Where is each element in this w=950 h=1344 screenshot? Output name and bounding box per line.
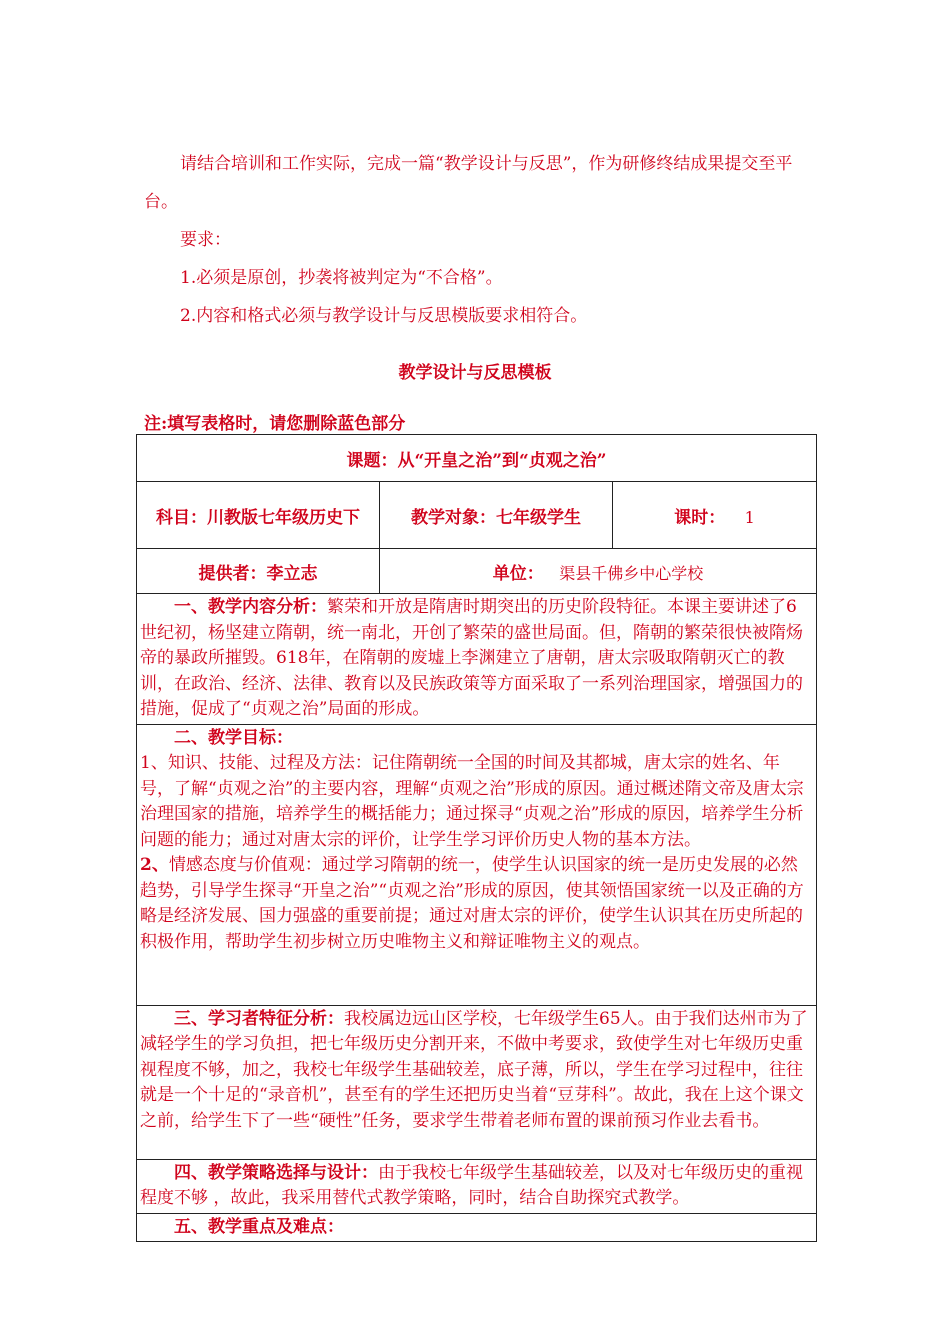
provider-cell: 提供者：李立志 <box>137 549 380 594</box>
requirement-1: 1.必须是原创，抄袭将被判定为“不合格”。 <box>180 268 503 288</box>
content-analysis-row <box>137 594 817 725</box>
key-points-heading: 五、教学重点及难点： <box>174 1216 344 1237</box>
strategy-text: 由于我校七年级学生基础较差，以及对七年级历史的重视程度不够 ，故此，我采用替代式教学策略，同时，结合自助探究式教学。 <box>140 1162 803 1208</box>
strategy-heading: 四、教学策略选择与设计： <box>174 1162 378 1183</box>
topic-cell: 课题：从“开皇之治”到“贞观之治” <box>137 435 817 482</box>
content-analysis-text: 繁荣和开放是隋唐时期突出的历史阶段特征。本课主要讲述了6世纪初，杨坚建立隋朝，统一南北，开创了繁荣的盛世局面。但，隋朝的繁荣很快被隋炀帝的暴政所摧毁。618年，在隋朝的废墟上李渊建立了唐朝，唐太宗吸取隋朝灭亡的教训，在政治、经济、法律、教育以及民族政策等方面采取了一系列治理国家，增强国力的措施，促成了“贞观之治”局面的形成。 <box>140 597 803 719</box>
learner-analysis-heading: 三、学习者特征分析： <box>174 1008 344 1029</box>
objectives-row <box>137 724 817 1005</box>
template-title: 教学设计与反思模板 <box>398 363 552 383</box>
audience-cell: 教学对象：七年级学生 <box>380 482 613 549</box>
content-analysis-heading: 一、教学内容分析： <box>174 597 327 617</box>
strategy-cell <box>137 1159 817 1213</box>
content-analysis-cell <box>137 594 817 725</box>
key-points-row <box>137 1213 817 1242</box>
hours-value: 1 <box>744 507 755 527</box>
provider-row <box>137 549 817 594</box>
intro-paragraph <box>144 145 816 221</box>
unit-value: 渠县千佛乡中心学校 <box>559 563 704 583</box>
topic-row <box>137 435 817 482</box>
learner-analysis-text: 我校属边远山区学校，七年级学生65人。由于我们达州市为了减轻学生的学习负担，把七年级历史分割开来，不做中考要求，致使学生对七年级历史重视程度不够，加之，我校七年级学生基础较差，底子薄，所以，学生在学习过程中，往往就是一个十足的“录音机”，甚至有的学生还把历史当着“豆芽科”。故此，我在上这个课文之前，给学生下了一些“硬性”任务，要求学生带着老师布置的课前预习作业去看书。 <box>140 1008 808 1131</box>
objective-1: 1、知识、技能、过程及方法：记住隋朝统一全国的时间及其都城，唐太宗的姓名、年号，了解“贞观之治”的主要内容，理解“贞观之治”形成的原因。通过概述隋文帝及唐太宗治理国家的措施，培养学生的概括能力；通过探寻“贞观之治”形成的原因，培养学生分析问题的能力；通过对唐太宗的评价，让学生学习评价历史人物的基本方法。 <box>140 753 804 850</box>
note-text: 注:填写表格时，请您删除蓝色部分 <box>144 414 406 434</box>
unit-cell <box>380 549 817 594</box>
strategy-row <box>137 1159 817 1213</box>
requirements-block <box>144 221 816 335</box>
requirements-label: 要求： <box>180 230 231 250</box>
intro-text: 请结合培训和工作实际，完成一篇“教学设计与反思”，作为研修终结成果提交至平台。 <box>144 154 793 212</box>
requirement-2: 2.内容和格式必须与教学设计与反思模版要求相符合。 <box>180 306 588 326</box>
objectives-cell <box>137 724 817 1005</box>
learner-analysis-cell <box>137 1005 817 1159</box>
objectives-heading: 二、教学目标： <box>174 727 293 748</box>
subject-cell: 科目：川教版七年级历史下 <box>137 482 380 549</box>
hours-label: 课时： <box>674 507 726 528</box>
subject-row <box>137 482 817 549</box>
learner-analysis-row <box>137 1005 817 1159</box>
objective-2: 情感态度与价值观：通过学习隋朝的统一，使学生认识国家的统一是历史发展的必然趋势，引导学生探寻“开皇之治”“贞观之治”形成的原因，使其领悟国家统一以及正确的方略是经济发展、国力强盛的重要前提；通过对唐太宗的评价，使学生认识其在历史所起的积极作用，帮助学生初步树立历史唯物主义和辩证唯物主义的观点。 <box>140 855 804 952</box>
key-points-cell <box>137 1213 817 1242</box>
hours-cell <box>613 482 817 549</box>
lesson-design-table <box>136 434 817 1242</box>
unit-label: 单位： <box>492 563 544 584</box>
objective-2-number: 2、 <box>140 855 169 875</box>
